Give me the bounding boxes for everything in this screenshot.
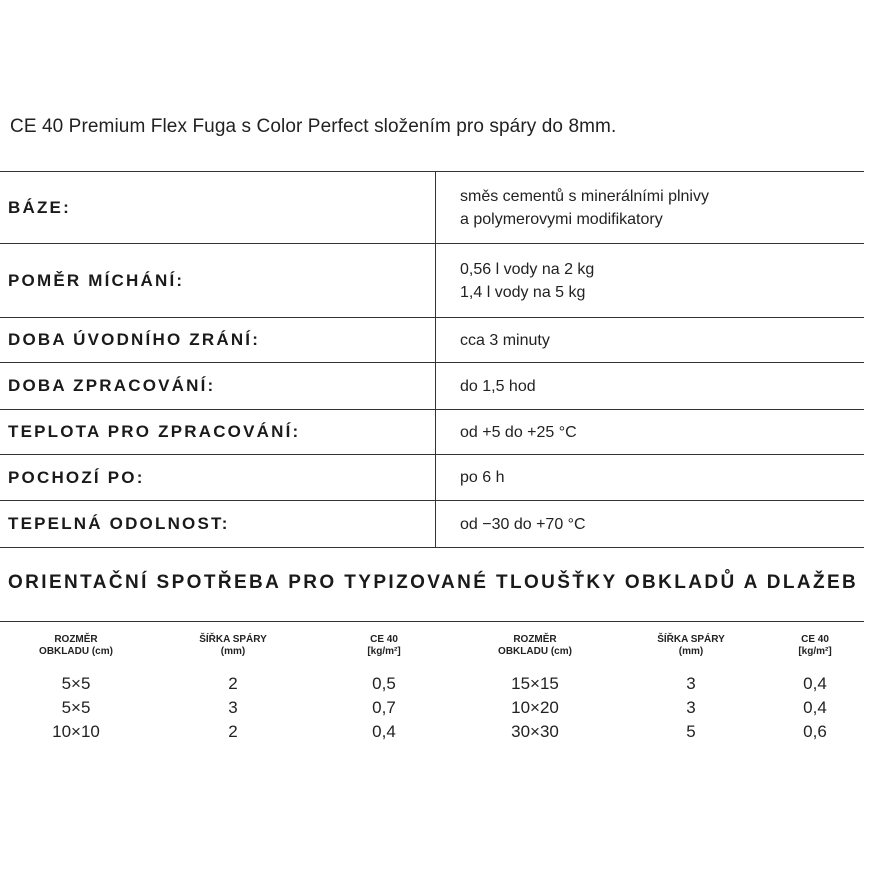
- column-header-line: CE 40: [370, 634, 398, 645]
- spec-value-line: cca 3 minuty: [460, 331, 550, 349]
- spec-key: BÁZE:: [0, 172, 436, 244]
- consumption-row: [0, 720, 864, 744]
- intro-text: CE 40 Premium Flex Fuga s Color Perfect složením pro spáry do 8mm.: [10, 116, 617, 137]
- table-cell: 10×20: [511, 698, 559, 717]
- table-cell: 3: [686, 674, 696, 693]
- table-cell: 10×10: [52, 722, 100, 741]
- table-cell: 0,5: [372, 674, 396, 693]
- consumption-row: [0, 672, 864, 696]
- spec-value: [436, 363, 865, 410]
- spec-value: [436, 172, 865, 244]
- column-header-line: (mm): [678, 646, 704, 657]
- spec-row: [0, 410, 864, 455]
- column-header-line: OBKLADU (cm): [498, 646, 572, 657]
- spec-row: [0, 244, 864, 318]
- spec-value-line: 1,4 l vody na 5 kg: [460, 283, 586, 301]
- spec-value-line: po 6 h: [460, 469, 505, 486]
- spec-table: [0, 171, 864, 548]
- spec-value-line: a polymerovymi modifikatory: [460, 210, 663, 228]
- spec-key: DOBA ZPRACOVÁNÍ:: [0, 363, 436, 410]
- table-cell: 5×5: [61, 698, 91, 717]
- spec-value-line: od +5 do +25 °C: [460, 423, 577, 441]
- table-cell: 30×30: [511, 722, 559, 741]
- column-header: [152, 622, 314, 673]
- table-cell: 0,6: [803, 722, 827, 741]
- consumption-header-row: [0, 622, 864, 673]
- spec-value: [436, 501, 865, 548]
- table-cell: 3: [686, 698, 696, 717]
- spec-key: POMĚR MÍCHÁNÍ:: [0, 244, 436, 318]
- spec-value: [436, 455, 865, 501]
- column-header: [616, 622, 766, 673]
- column-header: [766, 622, 864, 673]
- column-header-line: ROZMĚR: [54, 634, 98, 645]
- table-cell: 2: [228, 722, 238, 741]
- spec-key: TEPLOTA PRO ZPRACOVÁNÍ:: [0, 410, 436, 455]
- table-cell: 0,7: [372, 698, 396, 717]
- spec-value: [436, 410, 865, 455]
- consumption-table: [0, 621, 864, 744]
- column-header-line: CE 40: [801, 634, 829, 645]
- column-header: [0, 622, 152, 673]
- spec-value-line: od −30 do +70 °C: [460, 515, 586, 533]
- spec-row: [0, 363, 864, 410]
- table-cell: 0,4: [372, 722, 396, 741]
- column-header-line: ROZMĚR: [513, 634, 557, 645]
- consumption-row: [0, 696, 864, 720]
- spec-row: [0, 501, 864, 548]
- spec-key: DOBA ÚVODNÍHO ZRÁNÍ:: [0, 318, 436, 363]
- spec-value: [436, 318, 865, 363]
- spec-key: TEPELNÁ ODOLNOST:: [0, 501, 436, 548]
- table-cell: 2: [228, 674, 238, 693]
- table-cell: 0,4: [803, 698, 827, 717]
- spec-row: [0, 455, 864, 501]
- table-cell: 0,4: [803, 674, 827, 693]
- spec-key: POCHOZÍ PO:: [0, 455, 436, 501]
- table-cell: 15×15: [511, 674, 559, 693]
- column-header: [314, 622, 454, 673]
- column-header-line: (mm): [220, 646, 246, 657]
- column-header-line: OBKLADU (cm): [39, 646, 113, 657]
- spec-row: [0, 318, 864, 363]
- spec-value-line: směs cementů s minerálními plnivy: [460, 187, 709, 205]
- section-title: ORIENTAČNÍ SPOTŘEBA PRO TYPIZOVANÉ TLOUŠŤKY OBKLADŮ A DLAŽEB: [8, 572, 859, 593]
- table-cell: 5×5: [61, 674, 91, 693]
- column-header-line: [kg/m²]: [367, 646, 401, 657]
- table-cell: 5: [686, 722, 696, 741]
- column-header-line: [kg/m²]: [798, 646, 832, 657]
- column-header: [454, 622, 616, 673]
- column-header-line: ŠÍŘKA SPÁRY: [199, 634, 267, 645]
- spec-value: [436, 244, 865, 318]
- table-cell: 3: [228, 698, 238, 717]
- spec-value-line: 0,56 l vody na 2 kg: [460, 260, 595, 278]
- column-header-line: ŠÍŘKA SPÁRY: [657, 634, 725, 645]
- spec-value-line: do 1,5 hod: [460, 377, 536, 395]
- spec-row: [0, 172, 864, 244]
